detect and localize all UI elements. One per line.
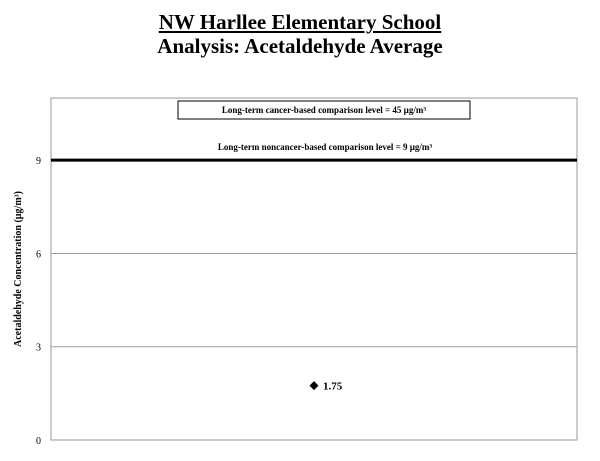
y-tick-label: 0 (36, 436, 41, 447)
data-label: 1.75 (323, 380, 343, 393)
annotations (178, 101, 470, 119)
y-axis-label: Acetaldehyde Concentration (µg/m³) (13, 191, 24, 347)
reference-line-label: Long-term noncancer-based comparison level = 9 µg/m³ (217, 142, 433, 153)
y-tick-label: 6 (36, 249, 41, 261)
chart-title-line1: NW Harllee Elementary School (158, 10, 442, 34)
chart-title-line2: Analysis: Acetaldehyde Average (157, 34, 443, 58)
y-tick-labels (36, 156, 41, 447)
y-tick-label: 9 (36, 156, 41, 168)
y-tick-label: 3 (36, 342, 41, 354)
annotation-text: Long-term cancer-based comparison level = 45 µg/m³ (221, 105, 427, 115)
